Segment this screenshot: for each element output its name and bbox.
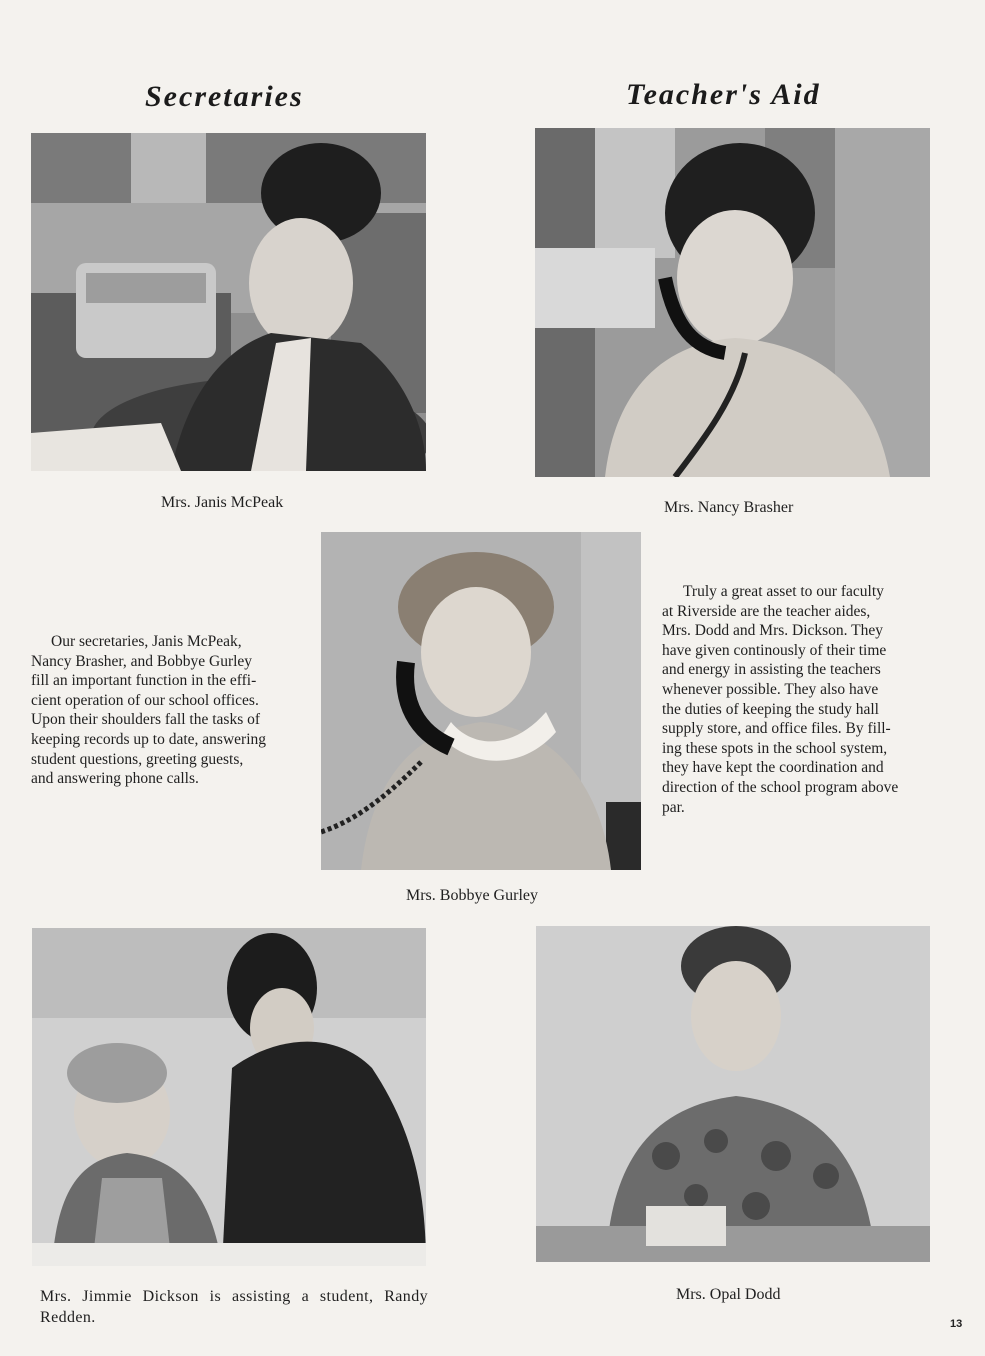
- photo-jimmie-dickson: [32, 928, 426, 1266]
- paragraph-aides-line: par.: [662, 798, 685, 816]
- photo-janis-mcpeak: [31, 133, 426, 471]
- caption-nancy-brasher: Mrs. Nancy Brasher: [664, 499, 794, 516]
- paragraph-aides-line: they have kept the coordination and: [662, 759, 884, 777]
- caption-opal-dodd: Mrs. Opal Dodd: [676, 1286, 781, 1303]
- paragraph-secretaries-line: fill an important function in the effi-: [31, 672, 257, 690]
- photo-opal-dodd: [536, 926, 930, 1262]
- paragraph-aides-line: Mrs. Dodd and Mrs. Dickson. They: [662, 622, 884, 640]
- paragraph-secretaries-line: Our secretaries, Janis McPeak,: [51, 633, 242, 650]
- paragraph-aides-line: have given continously of their time: [662, 641, 887, 659]
- paragraph-aides-line: direction of the school program above: [662, 778, 899, 796]
- heading-teachers-aid: Teacher's Aid: [626, 78, 821, 111]
- paragraph-secretaries: [31, 632, 306, 789]
- paragraph-secretaries-line: Nancy Brasher, and Bobbye Gurley: [31, 652, 253, 670]
- caption-janis-mcpeak: Mrs. Janis McPeak: [161, 494, 284, 511]
- paragraph-secretaries-line: keeping records up to date, answering: [31, 730, 267, 748]
- paragraph-teacher-aides: [662, 582, 952, 817]
- paragraph-secretaries-line: student questions, greeting guests,: [31, 750, 244, 768]
- page-number: 13: [950, 1318, 963, 1330]
- caption-jimmie-dickson: Mrs. Jimmie Dickson is assisting a student, Randy Redden.: [40, 1288, 428, 1326]
- paragraph-secretaries-line: cient operation of our school offices.: [31, 691, 259, 709]
- heading-secretaries: Secretaries: [145, 80, 304, 113]
- paragraph-aides-line: ing these spots in the school system,: [662, 739, 888, 757]
- paragraph-aides-line: whenever possible. They also have: [662, 680, 879, 698]
- paragraph-aides-line: supply store, and office files. By fill-: [662, 720, 891, 738]
- paragraph-aides-line: and energy in assisting the teachers: [662, 661, 881, 679]
- caption-bobbye-gurley: Mrs. Bobbye Gurley: [406, 887, 538, 904]
- paragraph-secretaries-line: Upon their shoulders fall the tasks of: [31, 711, 261, 729]
- paragraph-secretaries-line: and answering phone calls.: [31, 770, 199, 788]
- photo-bobbye-gurley: [321, 532, 641, 870]
- photo-nancy-brasher: [535, 128, 930, 477]
- paragraph-aides-line: at Riverside are the teacher aides,: [662, 602, 871, 620]
- paragraph-aides-line: the duties of keeping the study hall: [662, 700, 879, 718]
- paragraph-aides-line: Truly a great asset to our faculty: [683, 583, 884, 600]
